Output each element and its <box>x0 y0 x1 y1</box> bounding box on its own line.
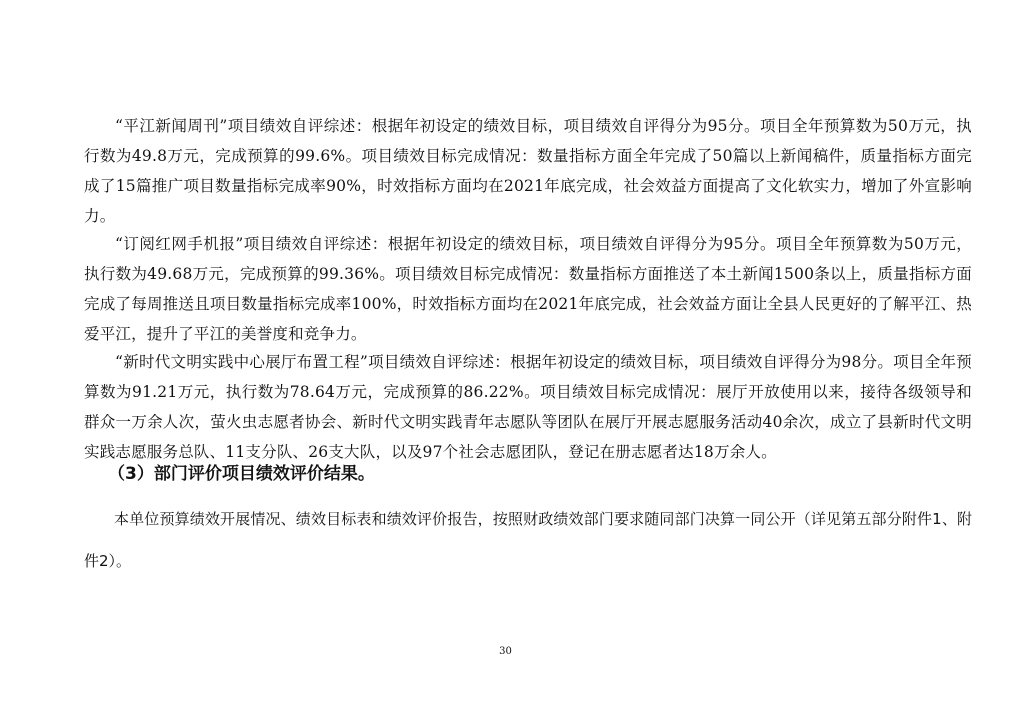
paragraph-pingjiang-news-weekly: “平江新闻周刊”项目绩效自评综述：根据年初设定的绩效目标，项目绩效自评得分为95分。项目全年预算数为50万元，执行数为49.8万元，完成预算的99.6%。项目绩效目标完成情况：数量指标方面全年完成了50篇以上新闻稿件，质量指标方面完成了15篇推广项目数量指标完成率90%，时效指标方面均在2021年底完成，社会效益方面提高了文化软实力，增加了外宣影响力。 <box>84 117 972 225</box>
paragraph-civilization-center-exhibition: “新时代文明实践中心展厅布置工程”项目绩效自评综述：根据年初设定的绩效目标，项目绩效自评得分为98分。项目全年预算数为91.21万元，执行数为78.64万元，完成预算的86.22%。项目绩效目标完成情况：展厅开放使用以来，接待各级领导和群众一万余人次，萤火虫志愿者协会、新时代文明实践青年志愿队等团队在展厅开展志愿服务活动40余次，成立了县新时代文明实践志愿服务总队、11支分队、26支大队，以及97个社会志愿团队，登记在册志愿者达18万余人。 <box>84 353 972 461</box>
paragraph-rednet-mobile-news: “订阅红网手机报”项目绩效自评综述：根据年初设定的绩效目标，项目绩效自评得分为95分。项目全年预算数为50万元，执行数为49.68万元，完成预算的99.36%。项目绩效目标完成情况：数量指标方面推送了本土新闻1500条以上，质量指标方面完成了每周推送且项目数量指标完成率100%，时效指标方面均在2021年底完成，社会效益方面让全县人民更好的了解平江、热爱平江，提升了平江的美誉度和竞争力。 <box>84 235 972 343</box>
paragraph-disclosure-note: 本单位预算绩效开展情况、绩效目标表和绩效评价报告，按照财政绩效部门要求随同部门决算一同公开（详见第五部分附件1、附件2）。 <box>84 510 972 570</box>
page-number: 30 <box>499 646 512 657</box>
section-heading: （3）部门评价项目绩效评价结果。 <box>108 464 375 484</box>
